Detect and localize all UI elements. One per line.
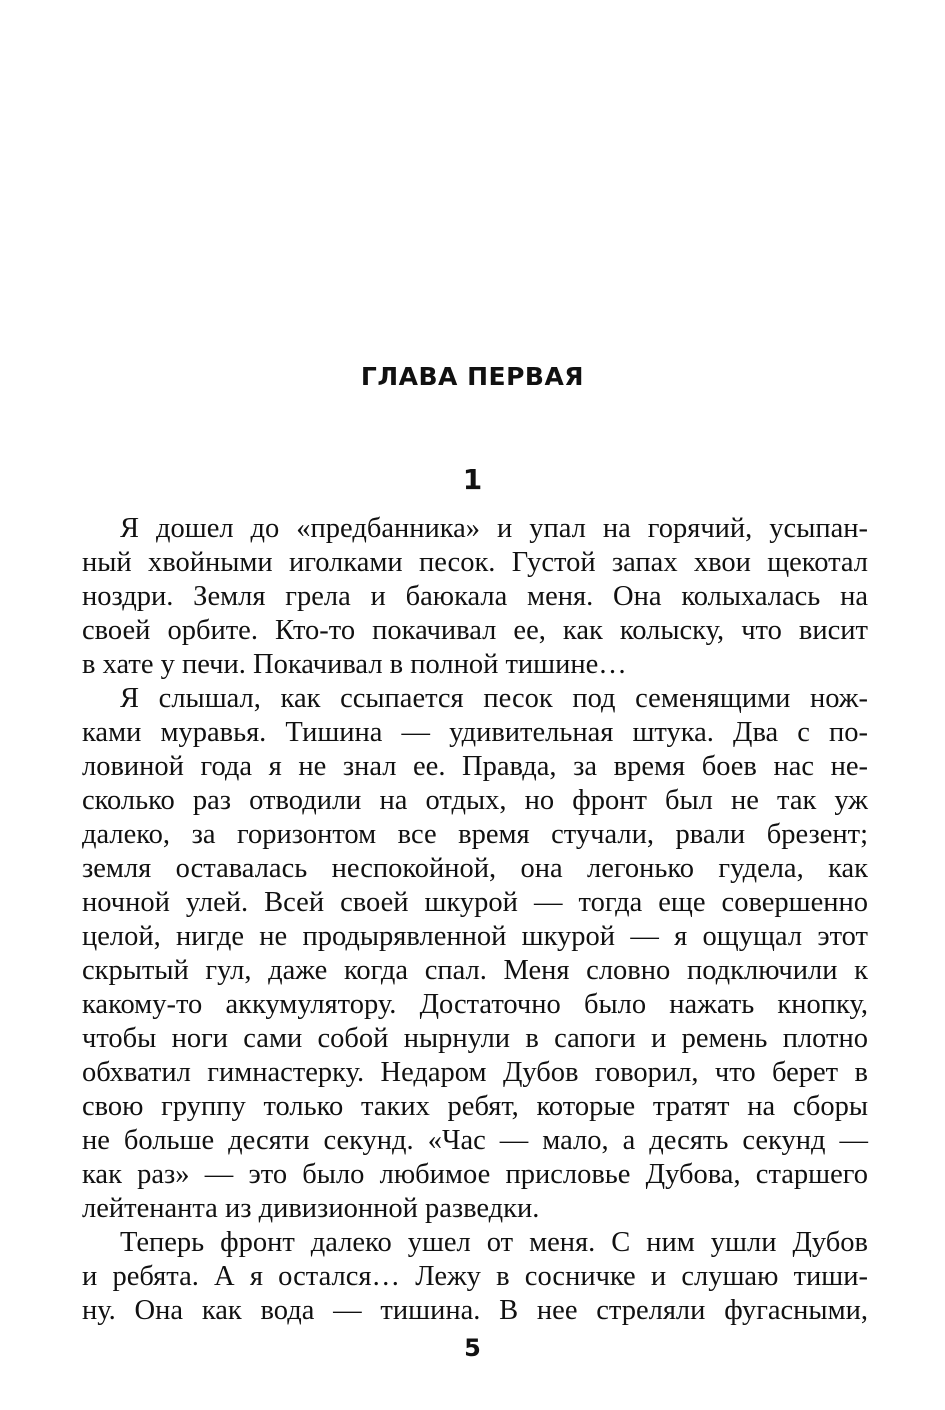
text-line: целой, нигде не продырявленной шкурой — я ощущал этот bbox=[82, 921, 868, 952]
text-line: далеко, за горизонтом все время стучали, рвали брезент; bbox=[82, 819, 868, 850]
section-number: 1 bbox=[462, 463, 483, 496]
text-line: сколько раз отводили на отдых, но фронт был не так уж bbox=[82, 785, 868, 816]
text-line: ну. Она как вода — тишина. В нее стреляли фугасными, bbox=[82, 1295, 868, 1326]
text-line: не больше десяти секунд. «Час — мало, а десять секунд — bbox=[82, 1125, 868, 1156]
text-line: ночной улей. Всей своей шкурой — тогда еще совершенно bbox=[82, 887, 868, 918]
text-line: земля оставалась неспокойной, она легонько гудела, как bbox=[82, 853, 868, 884]
text-line: своей орбите. Кто-то покачивал ее, как колыску, что висит bbox=[82, 615, 868, 646]
text-line: Я дошел до «предбанника» и упал на горячий, усыпан- bbox=[120, 513, 868, 544]
text-line: и ребята. А я остался… Лежу в сосничке и слушаю тиши- bbox=[82, 1261, 868, 1292]
text-line: ками муравья. Тишина — удивительная штука. Два с по- bbox=[82, 717, 868, 748]
text-line: обхватил гимнастерку. Недаром Дубов говорил, что берет в bbox=[82, 1057, 868, 1088]
text-line: ловиной года я не знал ее. Правда, за время боев нас не- bbox=[82, 751, 868, 782]
text-line: свою группу только таких ребят, которые тратят на сборы bbox=[82, 1091, 868, 1122]
chapter-title: ГЛАВА ПЕРВАЯ bbox=[360, 362, 585, 391]
text-line: скрытый гул, даже когда спал. Меня словно подключили к bbox=[82, 955, 868, 986]
text-line: Теперь фронт далеко ушел от меня. С ним ушли Дубов bbox=[120, 1227, 868, 1258]
text-line: в хате у печи. Покачивал в полной тишине… bbox=[82, 649, 627, 680]
page-number: 5 bbox=[464, 1334, 481, 1362]
text-line: какому-то аккумулятору. Достаточно было нажать кнопку, bbox=[82, 989, 868, 1020]
text-line: ный хвойными иголками песок. Густой запах хвои щекотал bbox=[82, 547, 868, 578]
text-line: ноздри. Земля грела и баюкала меня. Она колыхалась на bbox=[82, 581, 868, 612]
text-line: Я слышал, как ссыпается песок под семенящими нож- bbox=[120, 683, 868, 714]
text-line: чтобы ноги сами собой нырнули в сапоги и ремень плотно bbox=[82, 1023, 868, 1054]
text-line: лейтенанта из дивизионной разведки. bbox=[82, 1193, 540, 1224]
text-line: как раз» — это было любимое присловье Дубова, старшего bbox=[82, 1159, 868, 1190]
body-text bbox=[82, 512, 868, 1328]
